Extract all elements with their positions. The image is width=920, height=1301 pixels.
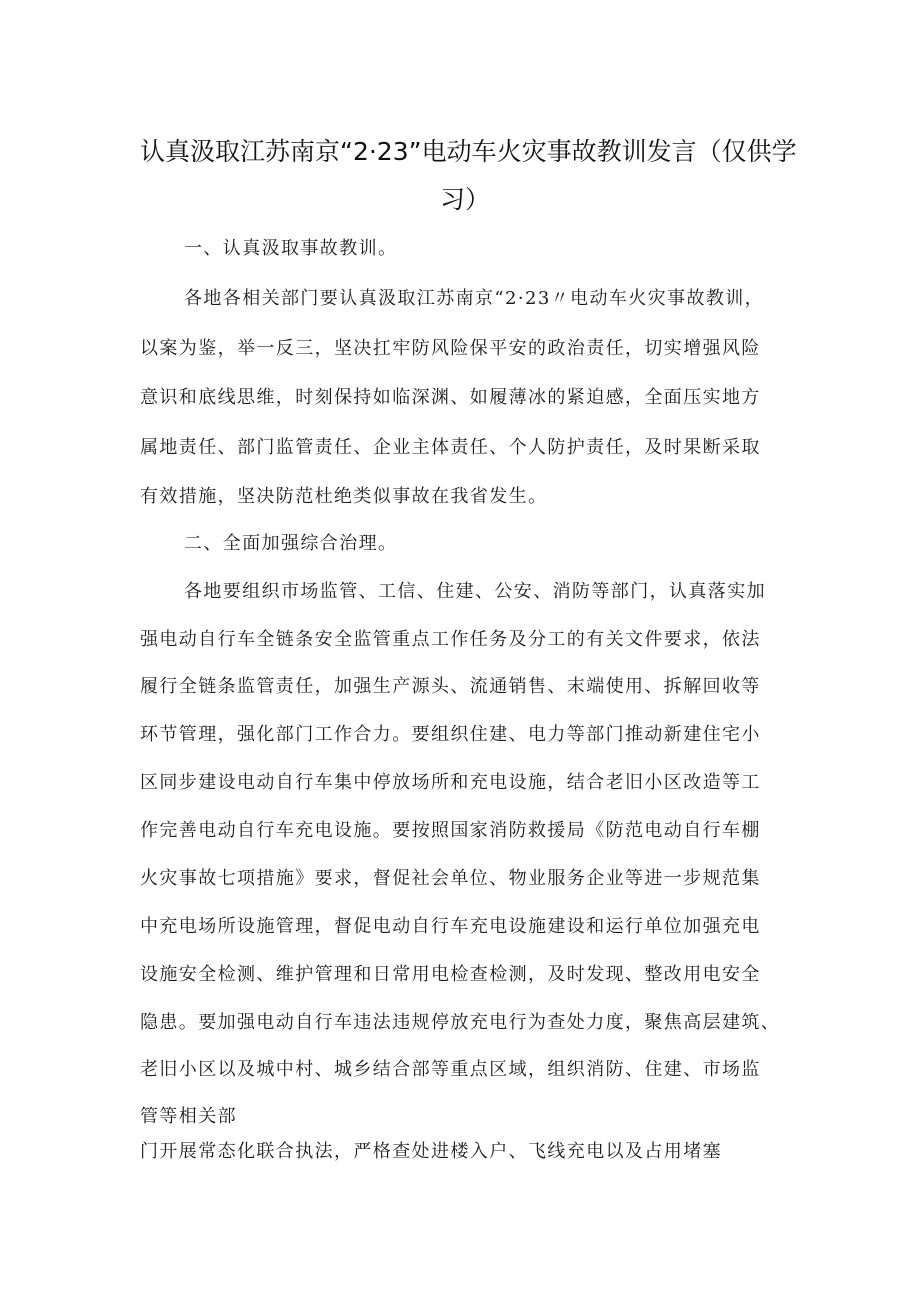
paragraph-line: 属地责任、部门监管责任、企业主体责任、个人防护责任，及时果断采取 xyxy=(140,437,761,458)
paragraph-line: 履行全链条监管责任，加强生产源头、流通销售、末端使用、拆解回收等 xyxy=(140,676,761,697)
paragraph-line: 各地各相关部门要认真汲取江苏南京“2·23〃电动车火灾事故教训， xyxy=(184,288,765,309)
paragraph-line: 各地要组织市场监管、工信、住建、公安、消防等部门，认真落实加 xyxy=(184,581,766,602)
paragraph-line: 强电动自行车全链条安全监管重点工作任务及分工的有关文件要求，依法 xyxy=(140,629,761,650)
document-title-line-1: 认真汲取江苏南京“2·23”电动车火灾事故教训发言（仅供学 xyxy=(140,137,797,166)
paragraph-line: 作完善电动自行车充电设施。要按照国家消防救援局《防范电动自行车棚 xyxy=(140,820,761,841)
paragraph-line: 以案为鉴，举一反三，坚决扛牢防风险保平安的政治责任，切实增强风险 xyxy=(140,338,761,359)
paragraph-line: 中充电场所设施管理，督促电动自行车充电设施建设和运行单位加强充电 xyxy=(140,916,761,937)
paragraph-line: 管等相关部 xyxy=(140,1106,237,1127)
paragraph-line: 隐患。要加强电动自行车违法违规停放充电行为查处力度，聚焦高层建筑、 xyxy=(140,1012,781,1033)
section-2-heading: 二、全面加强综合治理。 xyxy=(184,533,398,554)
paragraph-line: 火灾事故七项措施》要求，督促社会单位、物业服务企业等进一步规范集 xyxy=(140,868,761,889)
paragraph-line: 老旧小区以及城中村、城乡结合部等重点区域，组织消防、住建、市场监 xyxy=(140,1059,761,1080)
paragraph-line: 意识和底线思维，时刻保持如临深渊、如履薄冰的紧迫感，全面压实地方 xyxy=(140,387,761,408)
paragraph-line: 环节管理，强化部门工作合力。要组织住建、电力等部门推动新建住宅小 xyxy=(140,724,761,745)
paragraph-line: 区同步建设电动自行车集中停放场所和充电设施，结合老旧小区改造等工 xyxy=(140,772,761,793)
document-title-line-2: 习） xyxy=(439,185,490,214)
paragraph-line: 有效措施，坚决防范杜绝类似事故在我省发生。 xyxy=(140,486,548,507)
paragraph-line: 设施安全检测、维护管理和日常用电检查检测，及时发现、整改用电安全 xyxy=(140,964,761,985)
section-1-heading: 一、认真汲取事故教训。 xyxy=(184,238,398,259)
paragraph-line: 门开展常态化联合执法，严格查处进楼入户、飞线充电以及占用堵塞 xyxy=(140,1141,722,1162)
